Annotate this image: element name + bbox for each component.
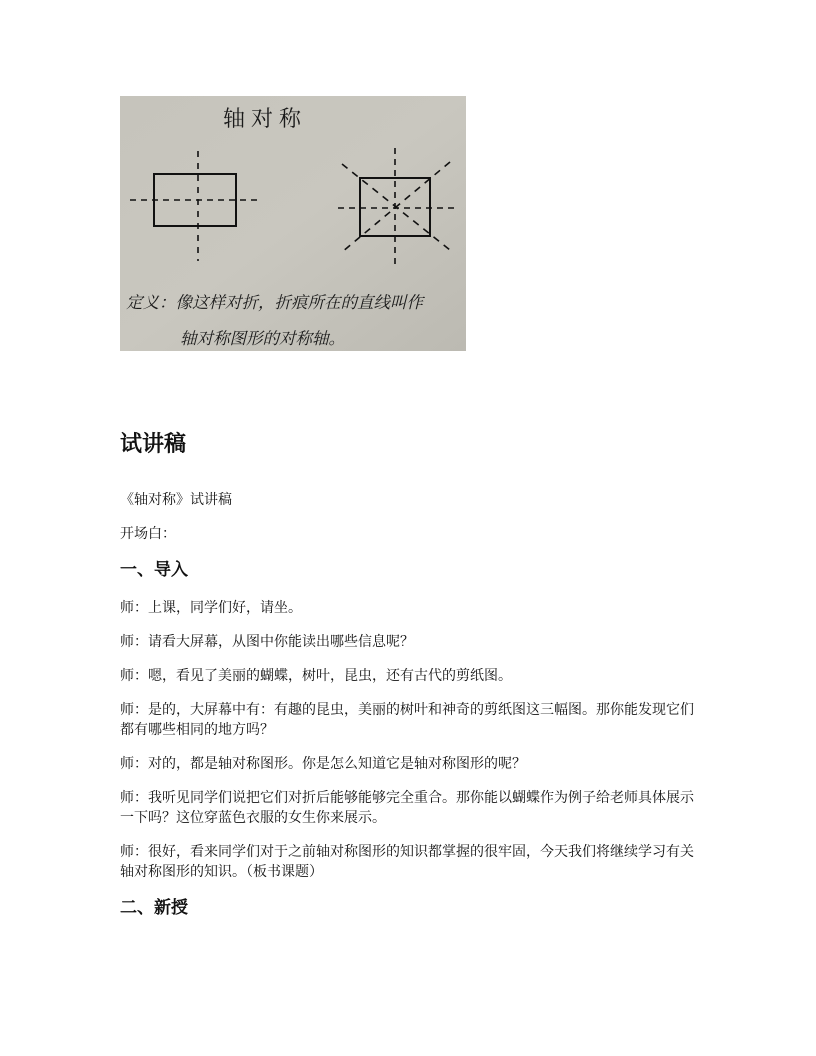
dialogue-line: 师：对的，都是轴对称图形。你是怎么知道它是轴对称图形的呢？ (120, 756, 526, 772)
document-content (120, 428, 700, 936)
dialogue-line: 师：我听见同学们说把它们对折后能够能够完全重合。那你能以蝴蝶作为例子给老师具体展示一下吗？这位穿蓝色衣服的女生你来展示。 (120, 790, 694, 826)
section-heading-intro: 一、导入 (120, 560, 188, 580)
dialogue-line: 师：上课，同学们好，请坐。 (120, 600, 302, 616)
document-subtitle: 《轴对称》试讲稿 (120, 492, 232, 508)
figure-title-text: 轴对称 (223, 107, 308, 132)
document-title: 试讲稿 (120, 432, 187, 457)
axis-symmetry-sketch (120, 96, 466, 351)
dialogue-line: 师：嗯，看见了美丽的蝴蝶，树叶，昆虫，还有古代的剪纸图。 (120, 668, 512, 684)
figure-definition-line2: 轴对称图形的对称轴。 (180, 329, 345, 348)
figure-definition-line1: 定义：像这样对折，折痕所在的直线叫作 (126, 293, 423, 312)
dialogue-line: 师：很好，看来同学们对于之前轴对称图形的知识都掌握的很牢固，今天我们将继续学习有关轴对称图形的知识。（板书课题） (120, 844, 694, 880)
dialogue-line: 师：请看大屏幕，从图中你能读出哪些信息呢？ (120, 634, 414, 650)
dialogue-line: 师：是的，大屏幕中有：有趣的昆虫，美丽的树叶和神奇的剪纸图这三幅图。那你能发现它们都有哪些相同的地方吗？ (120, 702, 694, 738)
handwritten-figure-photo (120, 96, 466, 351)
opening-label: 开场白： (120, 526, 176, 542)
section-heading-new-lesson: 二、新授 (120, 898, 188, 918)
